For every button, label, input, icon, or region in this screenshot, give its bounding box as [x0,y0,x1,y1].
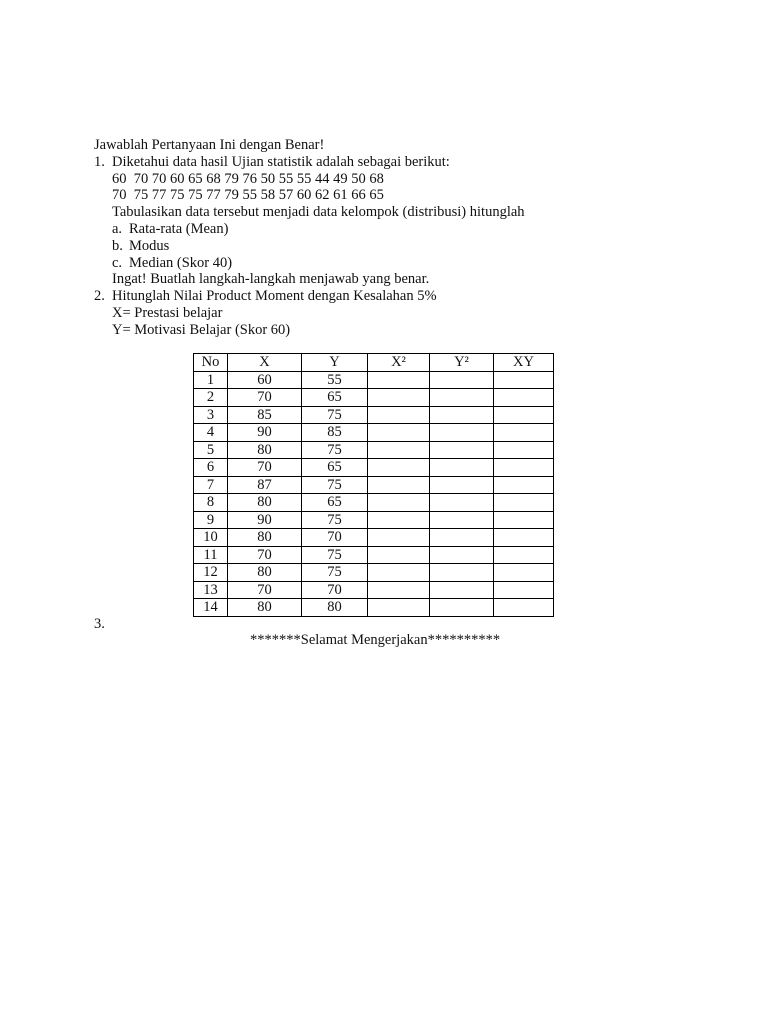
cell-no: 12 [194,564,228,582]
cell-no: 11 [194,546,228,564]
q3-number: 3. [94,616,105,632]
q1-intro-line [94,154,694,171]
closing-message: *******Selamat Mengerjakan********** [250,632,501,648]
cell-xy [494,511,554,529]
table-row [194,441,554,459]
q1-note: Ingat! Buatlah langkah-langkah menjawab yang benar. [112,271,430,288]
cell-y: 75 [302,476,368,494]
cell-y: 70 [302,529,368,547]
q1-data-line-1: 60 70 70 60 65 68 79 76 50 55 55 44 49 50 68 [112,170,384,187]
q2-number: 2. [94,288,105,305]
cell-xy [494,406,554,424]
table-row [194,476,554,494]
cell-xy [494,581,554,599]
document-body [94,137,694,339]
cell-no: 6 [194,459,228,477]
cell-y-squared [430,406,494,424]
header-x-squared: X² [368,354,430,372]
cell-x-squared [368,494,430,512]
table-body [194,371,554,616]
header-y-squared: Y² [430,354,494,372]
cell-x-squared [368,406,430,424]
cell-x: 90 [228,511,302,529]
cell-x-squared [368,546,430,564]
cell-no: 4 [194,424,228,442]
table-row [194,581,554,599]
cell-x-squared [368,511,430,529]
q1-part-b [94,238,694,255]
cell-x-squared [368,529,430,547]
cell-x: 87 [228,476,302,494]
table-row [194,599,554,617]
cell-y: 75 [302,546,368,564]
cell-y-squared [430,581,494,599]
cell-x-squared [368,581,430,599]
header-no: No [194,354,228,372]
cell-y-squared [430,459,494,477]
cell-x: 70 [228,389,302,407]
cell-x-squared [368,371,430,389]
q1-intro: Diketahui data hasil Ujian statistik adalah sebagai berikut: [112,153,450,170]
cell-y: 65 [302,459,368,477]
cell-y-squared [430,599,494,617]
table-row [194,511,554,529]
q1-number: 1. [94,153,105,170]
q2-x-definition: X= Prestasi belajar [112,304,223,321]
cell-y-squared [430,529,494,547]
product-moment-table [193,353,554,617]
cell-y: 85 [302,424,368,442]
cell-y-squared [430,424,494,442]
q2-intro: Hitunglah Nilai Product Moment dengan Kesalahan 5% [112,288,437,305]
table-header-row [194,354,554,372]
cell-x-squared [368,424,430,442]
cell-no: 5 [194,441,228,459]
q1-data-line-2: 70 75 77 75 75 77 79 55 58 57 60 62 61 66 65 [112,187,384,204]
cell-y: 75 [302,564,368,582]
cell-no: 8 [194,494,228,512]
cell-y-squared [430,371,494,389]
q1-part-a-text: Rata-rata (Mean) [129,220,229,237]
header-y: Y [302,354,368,372]
q2-y-definition: Y= Motivasi Belajar (Skor 60) [112,321,291,338]
q1-part-c [94,255,694,272]
cell-xy [494,371,554,389]
cell-y-squared [430,476,494,494]
cell-no: 10 [194,529,228,547]
cell-xy [494,599,554,617]
table-row [194,529,554,547]
q1-part-b-letter: b. [112,237,123,254]
cell-xy [494,564,554,582]
cell-x-squared [368,459,430,477]
cell-x: 80 [228,564,302,582]
cell-y: 75 [302,406,368,424]
cell-xy [494,476,554,494]
cell-no: 2 [194,389,228,407]
cell-xy [494,459,554,477]
q1-part-c-letter: c. [112,254,123,271]
q1-part-a [94,221,694,238]
cell-x-squared [368,564,430,582]
cell-x: 70 [228,581,302,599]
table-row [194,459,554,477]
cell-y: 75 [302,511,368,529]
cell-xy [494,441,554,459]
cell-no: 3 [194,406,228,424]
cell-y-squared [430,494,494,512]
cell-xy [494,529,554,547]
table-row [194,371,554,389]
cell-x: 90 [228,424,302,442]
cell-y-squared [430,511,494,529]
q1-instruction: Tabulasikan data tersebut menjadi data kelompok (distribusi) hitunglah [112,204,525,221]
cell-x-squared [368,476,430,494]
cell-xy [494,494,554,512]
header-x: X [228,354,302,372]
cell-xy [494,389,554,407]
table-row [194,424,554,442]
cell-x: 80 [228,529,302,547]
cell-x: 60 [228,371,302,389]
cell-y-squared [430,564,494,582]
q1-part-c-text: Median (Skor 40) [129,254,233,271]
cell-no: 13 [194,581,228,599]
cell-x-squared [368,389,430,407]
cell-x: 70 [228,546,302,564]
cell-x: 80 [228,494,302,512]
cell-x: 80 [228,599,302,617]
cell-no: 14 [194,599,228,617]
q2-intro-line [94,288,694,305]
cell-y: 70 [302,581,368,599]
cell-no: 9 [194,511,228,529]
cell-y-squared [430,441,494,459]
cell-x: 85 [228,406,302,424]
cell-y: 65 [302,389,368,407]
cell-x-squared [368,599,430,617]
cell-y-squared [430,389,494,407]
cell-y: 55 [302,371,368,389]
table-row [194,406,554,424]
cell-no: 1 [194,371,228,389]
cell-x-squared [368,441,430,459]
cell-y: 75 [302,441,368,459]
cell-no: 7 [194,476,228,494]
cell-y: 65 [302,494,368,512]
cell-x: 70 [228,459,302,477]
header-xy: XY [494,354,554,372]
table-row [194,494,554,512]
table-row [194,389,554,407]
cell-x: 80 [228,441,302,459]
cell-y: 80 [302,599,368,617]
page-heading: Jawablah Pertanyaan Ini dengan Benar! [94,137,325,153]
cell-xy [494,424,554,442]
cell-xy [494,546,554,564]
table-row [194,546,554,564]
cell-y-squared [430,546,494,564]
q1-part-b-text: Modus [129,237,170,254]
q1-part-a-letter: a. [112,220,123,237]
table-row [194,564,554,582]
